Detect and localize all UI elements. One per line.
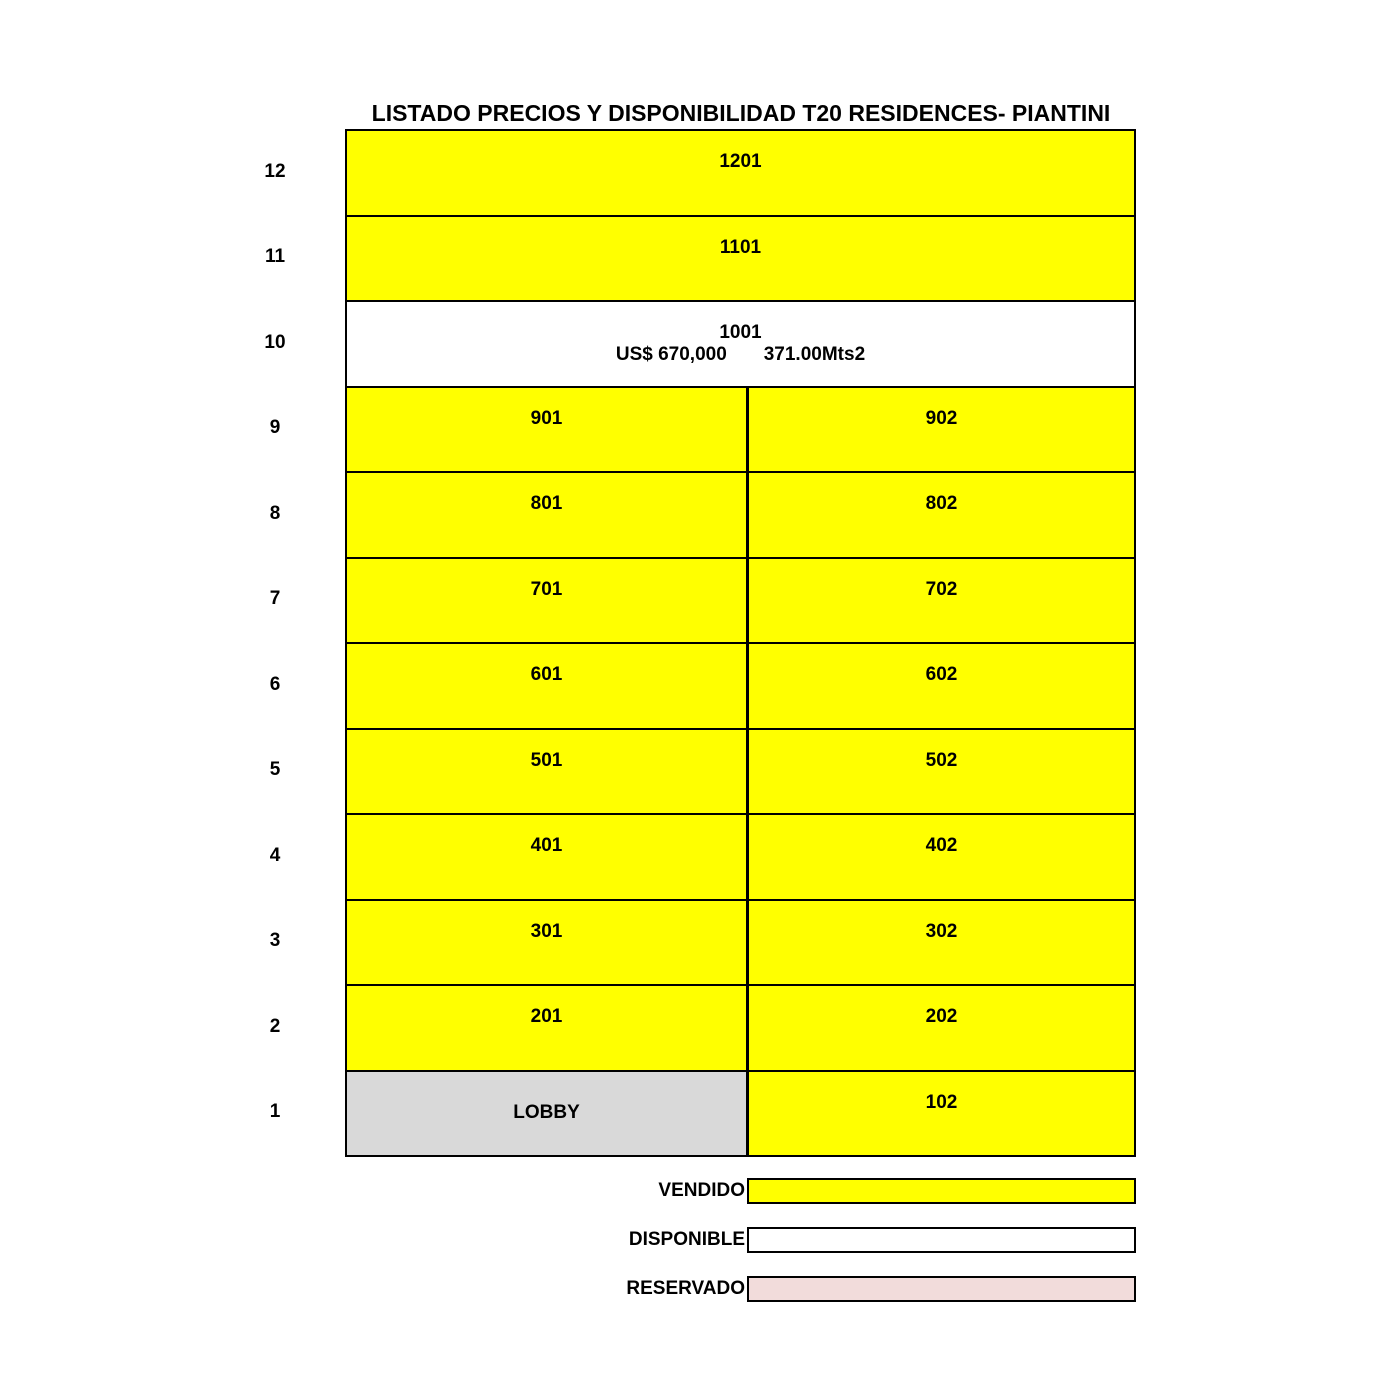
floor-label: 3 — [269, 930, 281, 952]
unit-number: 1001 — [719, 322, 762, 343]
unit-cell — [747, 642, 1136, 730]
floor-label: 1 — [269, 1101, 281, 1123]
unit-cell — [747, 557, 1136, 644]
floor-label: 2 — [269, 1015, 281, 1037]
unit-cell — [747, 1070, 1136, 1157]
unit-number: 601 — [530, 664, 563, 685]
floor-label: 9 — [269, 417, 281, 439]
unit-number: 202 — [925, 1006, 958, 1027]
unit-cell — [345, 557, 748, 644]
unit-number: 501 — [530, 750, 563, 771]
unit-number: 402 — [925, 835, 958, 856]
unit-price-area: US$ 670,000 371.00Mts2 — [615, 344, 866, 365]
floor-label: 7 — [269, 588, 281, 610]
unit-cell — [345, 984, 748, 1072]
unit-cell — [345, 129, 1136, 217]
unit-number: 102 — [925, 1092, 958, 1113]
unit-number: 401 — [530, 835, 563, 856]
unit-number: 602 — [925, 664, 958, 685]
unit-number: 902 — [925, 408, 958, 429]
floor-label: 8 — [269, 502, 281, 524]
floor-label: 10 — [264, 331, 286, 353]
legend-swatch-vendido — [747, 1178, 1136, 1204]
page-title: LISTADO PRECIOS Y DISPONIBILIDAD T20 RESIDENCES- PIANTINI — [371, 100, 1111, 126]
unit-cell — [747, 471, 1136, 559]
unit-cell — [747, 728, 1136, 815]
unit-number: 702 — [925, 579, 958, 600]
unit-cell — [747, 899, 1136, 986]
legend-swatch-disponible — [747, 1227, 1136, 1253]
unit-cell — [345, 300, 1136, 388]
floor-label: 12 — [264, 160, 286, 182]
unit-number: 201 — [530, 1006, 563, 1027]
unit-number: 901 — [530, 408, 563, 429]
unit-number: 1201 — [719, 151, 762, 172]
unit-cell — [345, 386, 748, 473]
unit-number: 801 — [530, 493, 563, 514]
unit-cell — [747, 386, 1136, 473]
unit-cell — [345, 215, 1136, 302]
legend-swatch-reservado — [747, 1276, 1136, 1302]
unit-number: 301 — [530, 921, 563, 942]
unit-number: 502 — [925, 750, 958, 771]
legend-label-disponible: DISPONIBLE — [628, 1229, 745, 1250]
unit-number: 1101 — [719, 237, 762, 258]
unit-cell — [345, 899, 748, 986]
unit-cell — [747, 984, 1136, 1072]
unit-number: 701 — [530, 579, 563, 600]
unit-cell — [345, 728, 748, 815]
lobby-label: LOBBY — [513, 1102, 580, 1123]
lobby-cell — [345, 1070, 748, 1157]
floor-label: 4 — [269, 844, 281, 866]
floor-label: 6 — [269, 673, 281, 695]
floor-label: 5 — [269, 759, 281, 781]
legend-label-reservado: RESERVADO — [626, 1278, 745, 1299]
floor-label: 11 — [264, 246, 286, 268]
unit-cell — [345, 642, 748, 730]
unit-cell — [747, 813, 1136, 901]
unit-number: 302 — [925, 921, 958, 942]
unit-cell — [345, 471, 748, 559]
unit-cell — [345, 813, 748, 901]
unit-number: 802 — [925, 493, 958, 514]
legend-label-vendido: VENDIDO — [658, 1180, 745, 1201]
